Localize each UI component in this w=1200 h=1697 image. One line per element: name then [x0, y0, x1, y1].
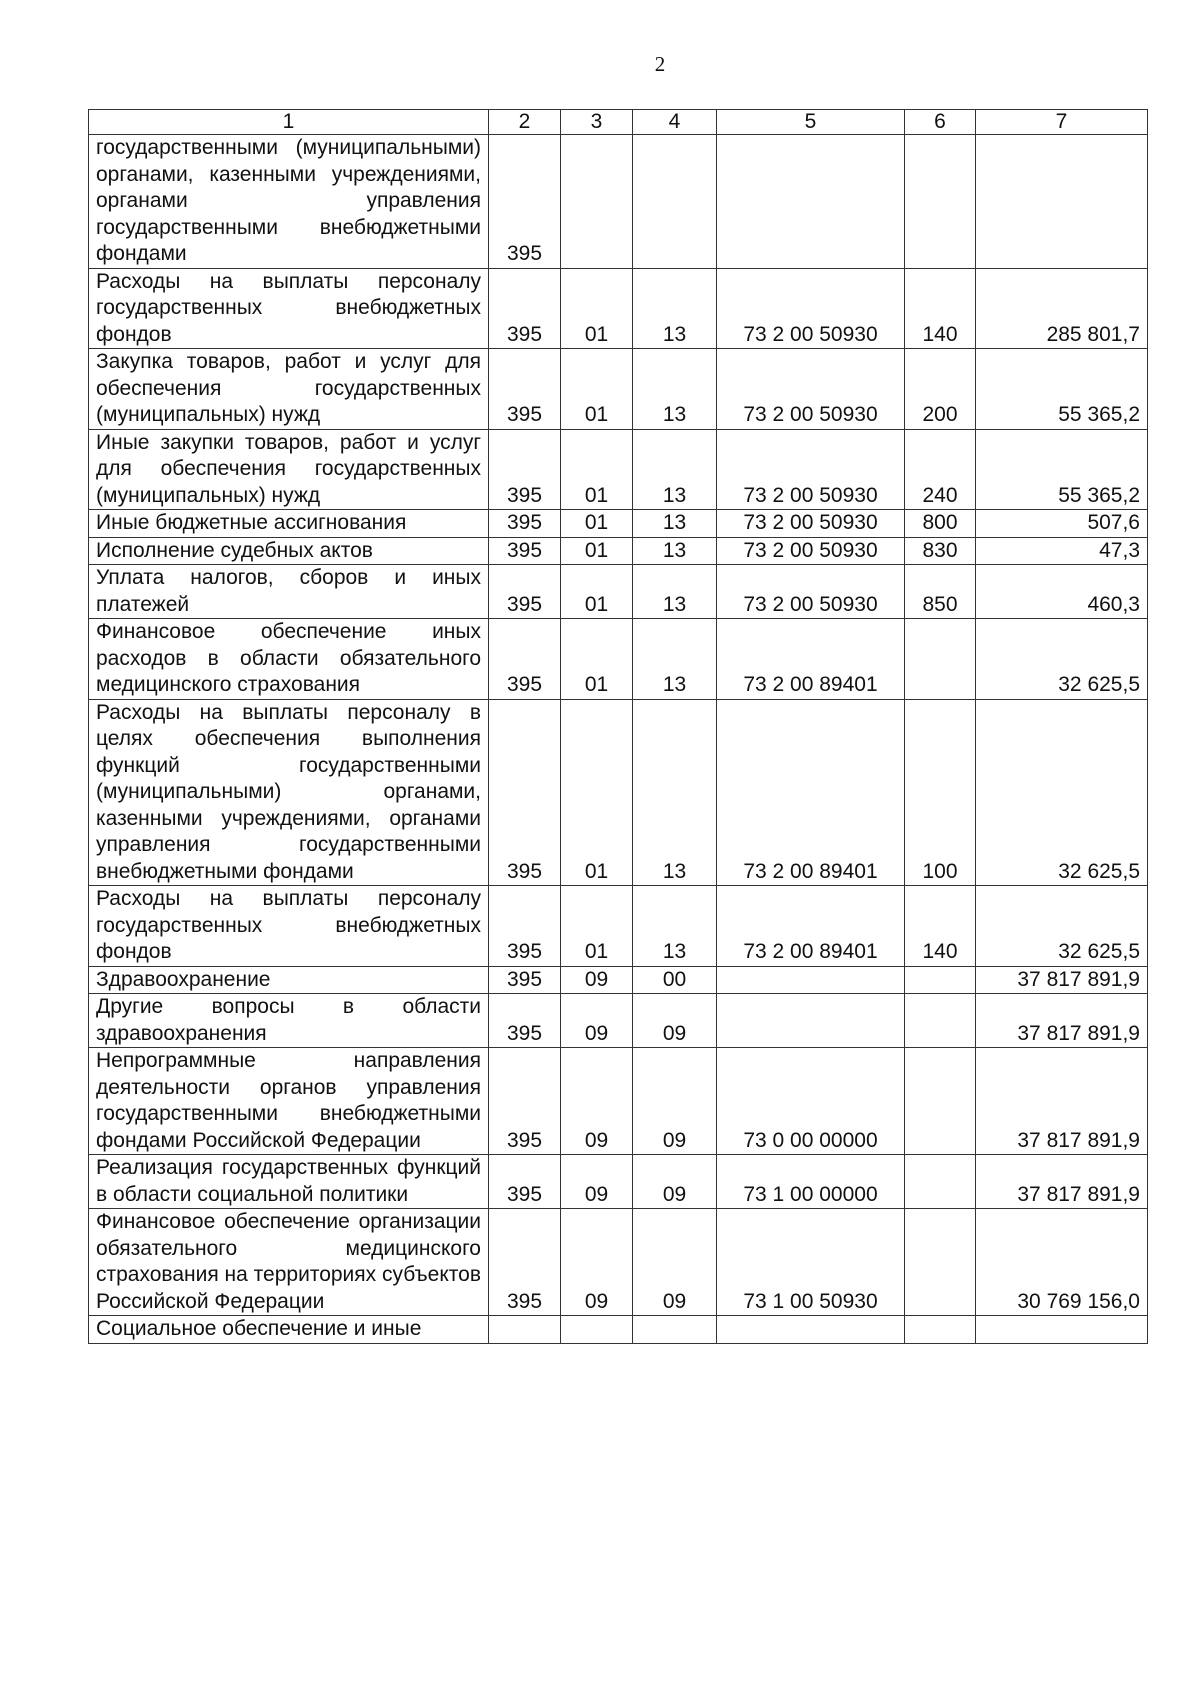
cell-amount: 55 365,2: [976, 349, 1148, 430]
cell-grbs: 395: [489, 1155, 561, 1209]
header-col-6: 6: [905, 110, 976, 135]
cell-target-article: 73 2 00 50930: [717, 429, 905, 510]
cell-expense-type: [905, 1155, 976, 1209]
cell-target-article: [717, 966, 905, 994]
cell-subsection: [633, 135, 717, 269]
cell-section: 01: [561, 565, 633, 619]
cell-name: Непрограммные направления деятельности органов управления государственными внебюджетными фондами Российской Федерации: [89, 1048, 489, 1155]
cell-amount: 47,3: [976, 537, 1148, 565]
cell-expense-type: [905, 966, 976, 994]
cell-target-article: 73 2 00 50930: [717, 537, 905, 565]
cell-grbs: 395: [489, 619, 561, 700]
cell-amount: 285 801,7: [976, 268, 1148, 349]
cell-grbs: 395: [489, 510, 561, 538]
header-row: [89, 110, 1148, 135]
cell-expense-type: 100: [905, 699, 976, 886]
cell-section: 01: [561, 429, 633, 510]
cell-section: 09: [561, 966, 633, 994]
cell-subsection: 09: [633, 1209, 717, 1316]
cell-name: Расходы на выплаты персоналу в целях обеспечения выполнения функций государственными (муниципальными) органами, казенными учреждениями, органами управления государственными внебюджетными фондами: [89, 699, 489, 886]
cell-subsection: 13: [633, 886, 717, 967]
cell-name: Уплата налогов, сборов и иных платежей: [89, 565, 489, 619]
cell-target-article: 73 0 00 00000: [717, 1048, 905, 1155]
cell-name: Социальное обеспечение и иные: [89, 1316, 489, 1344]
cell-amount: [976, 1316, 1148, 1344]
cell-target-article: 73 2 00 50930: [717, 268, 905, 349]
cell-expense-type: 240: [905, 429, 976, 510]
cell-name: Иные закупки товаров, работ и услуг для обеспечения государственных (муниципальных) нужд: [89, 429, 489, 510]
cell-amount: 32 625,5: [976, 619, 1148, 700]
cell-amount: 37 817 891,9: [976, 966, 1148, 994]
cell-grbs: 395: [489, 699, 561, 886]
table-row: [89, 966, 1148, 994]
header-col-3: 3: [561, 110, 633, 135]
cell-target-article: 73 2 00 50930: [717, 349, 905, 430]
table-row: [89, 1316, 1148, 1344]
table-row: [89, 1048, 1148, 1155]
page-number: 2: [654, 52, 666, 76]
cell-section: 01: [561, 510, 633, 538]
cell-amount: 37 817 891,9: [976, 1048, 1148, 1155]
cell-grbs: 395: [489, 537, 561, 565]
cell-amount: 32 625,5: [976, 886, 1148, 967]
cell-target-article: 73 2 00 89401: [717, 699, 905, 886]
cell-name: Другие вопросы в области здравоохранения: [89, 994, 489, 1048]
cell-amount: 30 769 156,0: [976, 1209, 1148, 1316]
cell-subsection: 09: [633, 994, 717, 1048]
header-col-1: 1: [89, 110, 489, 135]
cell-target-article: 73 2 00 89401: [717, 886, 905, 967]
cell-subsection: 13: [633, 537, 717, 565]
cell-grbs: 395: [489, 994, 561, 1048]
cell-amount: 55 365,2: [976, 429, 1148, 510]
cell-amount: 37 817 891,9: [976, 1155, 1148, 1209]
table-row: [89, 510, 1148, 538]
table-row: [89, 268, 1148, 349]
cell-section: 09: [561, 1048, 633, 1155]
cell-amount: 507,6: [976, 510, 1148, 538]
cell-subsection: 13: [633, 510, 717, 538]
cell-target-article: 73 1 00 00000: [717, 1155, 905, 1209]
cell-section: [561, 1316, 633, 1344]
cell-target-article: [717, 1316, 905, 1344]
cell-section: 01: [561, 349, 633, 430]
cell-name: Реализация государственных функций в области социальной политики: [89, 1155, 489, 1209]
cell-target-article: [717, 994, 905, 1048]
cell-expense-type: 830: [905, 537, 976, 565]
table-row: [89, 619, 1148, 700]
cell-section: 09: [561, 1209, 633, 1316]
cell-grbs: 395: [489, 349, 561, 430]
cell-grbs: 395: [489, 1048, 561, 1155]
cell-subsection: 13: [633, 349, 717, 430]
cell-target-article: 73 1 00 50930: [717, 1209, 905, 1316]
budget-table: [88, 109, 1148, 1344]
cell-target-article: 73 2 00 50930: [717, 565, 905, 619]
cell-section: 01: [561, 268, 633, 349]
header-col-2: 2: [489, 110, 561, 135]
cell-name: государственными (муниципальными) органами, казенными учреждениями, органами управления государственными внебюджетными фондами: [89, 135, 489, 269]
cell-amount: 460,3: [976, 565, 1148, 619]
cell-subsection: 00: [633, 966, 717, 994]
cell-name: Исполнение судебных актов: [89, 537, 489, 565]
table-row: [89, 994, 1148, 1048]
cell-section: 09: [561, 1155, 633, 1209]
cell-subsection: 13: [633, 619, 717, 700]
cell-grbs: 395: [489, 966, 561, 994]
cell-grbs: 395: [489, 1209, 561, 1316]
cell-subsection: 09: [633, 1155, 717, 1209]
table-row: [89, 565, 1148, 619]
cell-amount: [976, 135, 1148, 269]
cell-grbs: 395: [489, 565, 561, 619]
table-row: [89, 699, 1148, 886]
cell-amount: 32 625,5: [976, 699, 1148, 886]
cell-name: Расходы на выплаты персоналу государственных внебюджетных фондов: [89, 268, 489, 349]
cell-subsection: [633, 1316, 717, 1344]
cell-grbs: 395: [489, 135, 561, 269]
table-row: [89, 537, 1148, 565]
cell-subsection: 13: [633, 429, 717, 510]
cell-expense-type: 140: [905, 268, 976, 349]
cell-section: 01: [561, 699, 633, 886]
cell-subsection: 13: [633, 565, 717, 619]
cell-section: 01: [561, 619, 633, 700]
cell-subsection: 09: [633, 1048, 717, 1155]
cell-section: 01: [561, 537, 633, 565]
table-row: [89, 429, 1148, 510]
table-row: [89, 1209, 1148, 1316]
cell-subsection: 13: [633, 268, 717, 349]
cell-name: Здравоохранение: [89, 966, 489, 994]
cell-grbs: 395: [489, 886, 561, 967]
table-row: [89, 886, 1148, 967]
cell-section: 01: [561, 886, 633, 967]
cell-amount: 37 817 891,9: [976, 994, 1148, 1048]
cell-grbs: 395: [489, 268, 561, 349]
table-row: [89, 349, 1148, 430]
cell-expense-type: [905, 1316, 976, 1344]
cell-name: Финансовое обеспечение организации обязательного медицинского страхования на территориях субъектов Российской Федерации: [89, 1209, 489, 1316]
cell-section: 09: [561, 994, 633, 1048]
cell-expense-type: [905, 1048, 976, 1155]
cell-name: Расходы на выплаты персоналу государственных внебюджетных фондов: [89, 886, 489, 967]
cell-expense-type: [905, 994, 976, 1048]
cell-grbs: [489, 1316, 561, 1344]
table-row: [89, 135, 1148, 269]
cell-expense-type: 200: [905, 349, 976, 430]
cell-expense-type: [905, 1209, 976, 1316]
cell-name: Финансовое обеспечение иных расходов в области обязательного медицинского страхования: [89, 619, 489, 700]
cell-target-article: 73 2 00 89401: [717, 619, 905, 700]
cell-expense-type: 140: [905, 886, 976, 967]
cell-target-article: [717, 135, 905, 269]
cell-name: Закупка товаров, работ и услуг для обеспечения государственных (муниципальных) нужд: [89, 349, 489, 430]
cell-expense-type: [905, 135, 976, 269]
header-col-7: 7: [976, 110, 1148, 135]
table-body: [89, 135, 1148, 1344]
cell-name: Иные бюджетные ассигнования: [89, 510, 489, 538]
table-row: [89, 1155, 1148, 1209]
cell-expense-type: 850: [905, 565, 976, 619]
cell-subsection: 13: [633, 699, 717, 886]
cell-expense-type: [905, 619, 976, 700]
cell-target-article: 73 2 00 50930: [717, 510, 905, 538]
header-col-4: 4: [633, 110, 717, 135]
cell-section: [561, 135, 633, 269]
cell-expense-type: 800: [905, 510, 976, 538]
header-col-5: 5: [717, 110, 905, 135]
cell-grbs: 395: [489, 429, 561, 510]
